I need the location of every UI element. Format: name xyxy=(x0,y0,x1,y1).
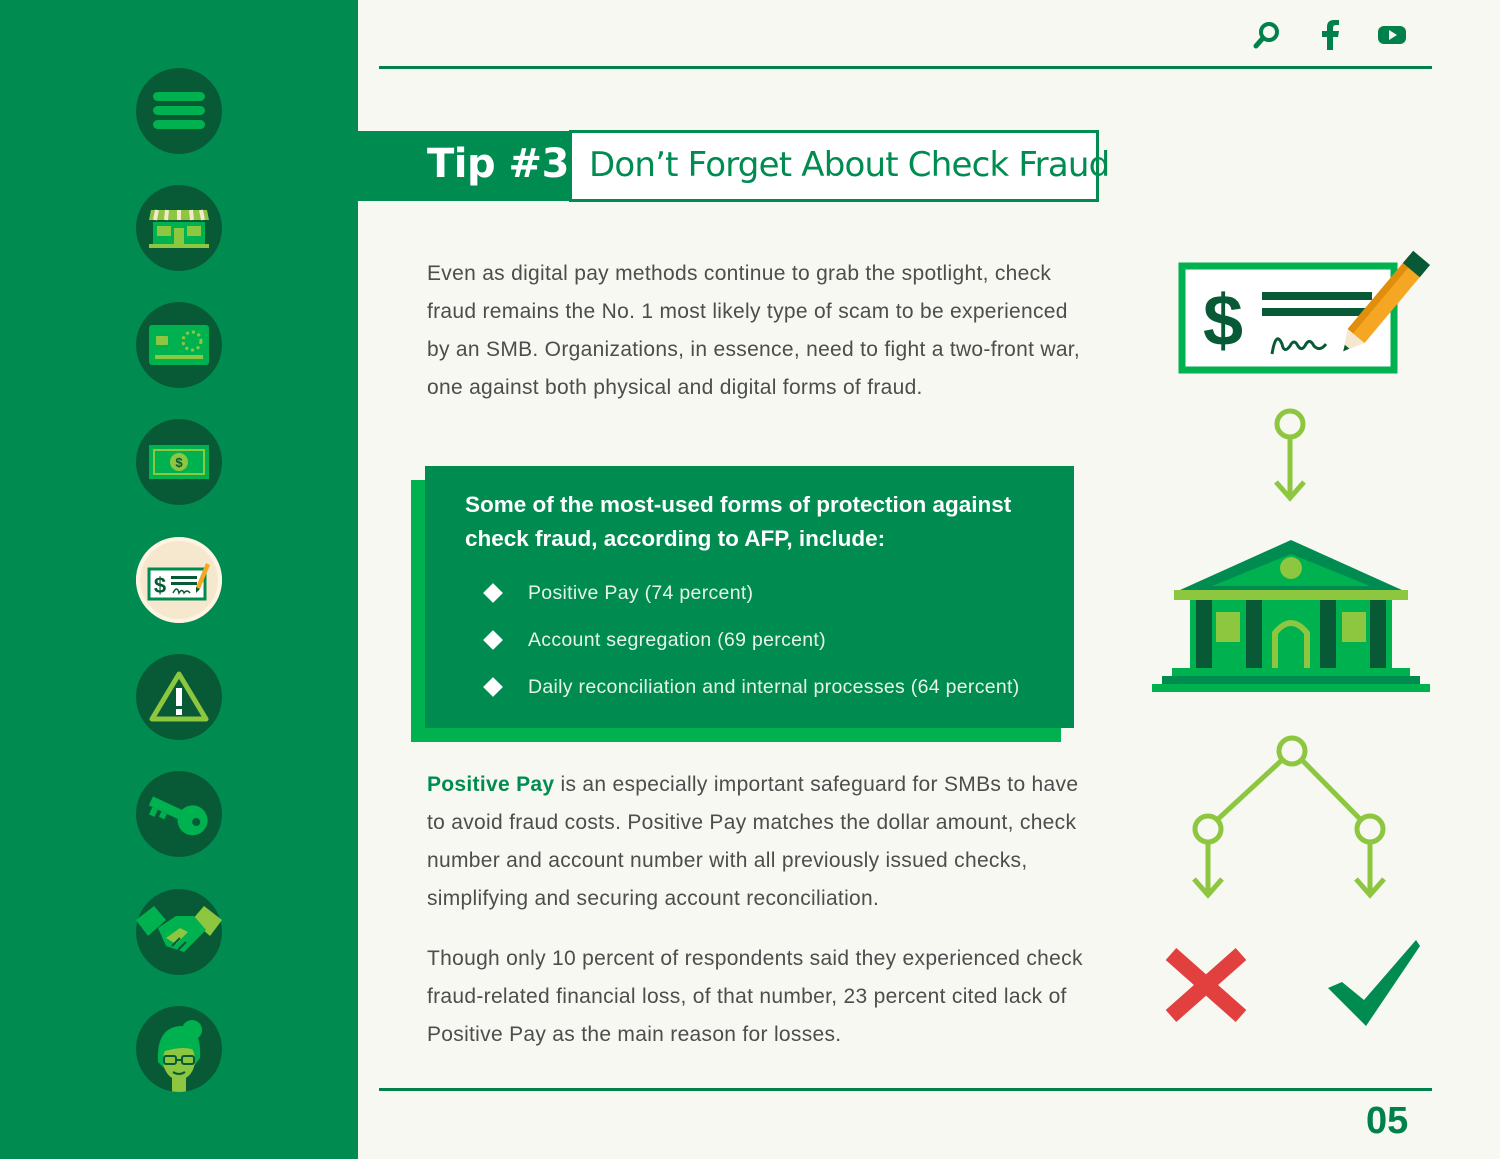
diamond-bullet-icon xyxy=(483,630,503,650)
red-x-icon xyxy=(1165,948,1247,1022)
check-icon xyxy=(146,557,212,603)
sidebar-item-handshake[interactable] xyxy=(136,889,222,975)
sidebar-item-warning[interactable] xyxy=(136,654,222,740)
search-button[interactable] xyxy=(1250,18,1284,52)
tip-label: Tip #3 xyxy=(427,141,569,187)
sidebar-item-storefront[interactable] xyxy=(136,185,222,271)
page-number: 05 xyxy=(1366,1100,1409,1142)
diamond-bullet-icon xyxy=(483,583,503,603)
svg-text:$: $ xyxy=(175,455,183,470)
callout-heading: Some of the most-used forms of protection against check fraud, according to AFP, include: xyxy=(465,492,1012,551)
intro-paragraph: Even as digital pay methods continue to grab the spotlight, check fraud remains the No. 1 most likely type of scam to be experienced by an SMB. Organizations, in essence, need to fight a two-front war, one against both physical and digital forms of fraud. xyxy=(427,262,1081,399)
youtube-link[interactable] xyxy=(1375,18,1409,52)
sidebar-item-check[interactable] xyxy=(136,537,222,623)
list-item-text: Account segregation (69 percent) xyxy=(528,628,826,651)
list-item xyxy=(482,578,753,608)
positive-pay-text: is an especially important safeguard for SMBs to have to avoid fraud costs. Positive Pay matches the dollar amount, check number and account number with all previously issued checks, simplifying and securing account reconciliation. xyxy=(427,773,1079,910)
person-avatar-icon xyxy=(136,1006,222,1092)
menu-icon xyxy=(149,86,209,136)
checkmark-icon xyxy=(1326,938,1422,1028)
sidebar-item-dollar-bill[interactable] xyxy=(136,419,222,505)
list-item xyxy=(482,672,1020,702)
warning-icon xyxy=(149,671,209,723)
diamond-bullet-icon xyxy=(483,677,503,697)
sidebar-item-credit-card[interactable] xyxy=(136,302,222,388)
branching-arrows-icon xyxy=(1180,733,1392,905)
positive-pay-term: Positive Pay xyxy=(427,773,555,796)
footer-divider xyxy=(379,1088,1432,1091)
search-icon xyxy=(1253,21,1281,49)
svg-text:$: $ xyxy=(153,573,167,598)
bank-icon xyxy=(1150,536,1432,694)
sidebar-item-key[interactable] xyxy=(136,771,222,857)
credit-card-icon xyxy=(148,324,210,366)
header-divider xyxy=(379,66,1432,69)
page-title: Don’t Forget About Check Fraud xyxy=(589,145,1110,185)
sidebar xyxy=(0,0,358,1159)
positive-pay-paragraph xyxy=(427,766,1087,918)
handshake-icon xyxy=(136,902,222,962)
dollar-bill-icon xyxy=(148,444,210,480)
sidebar-item-menu[interactable] xyxy=(136,68,222,154)
check-illustration-icon xyxy=(1176,250,1438,376)
arrow-down-icon xyxy=(1270,406,1310,504)
svg-text:$: $ xyxy=(1202,281,1244,361)
storefront-icon xyxy=(147,206,211,250)
key-icon xyxy=(144,789,214,839)
list-item-text: Positive Pay (74 percent) xyxy=(528,581,754,604)
sidebar-item-profile[interactable] xyxy=(136,1006,222,1092)
list-item-text: Daily reconciliation and internal processes (64 percent) xyxy=(528,675,1020,698)
list-item xyxy=(482,625,826,655)
closing-paragraph: Though only 10 percent of respondents said they experienced check fraud-related financial loss, of that number, 23 percent cited lack of Positive Pay as the main reason for losses. xyxy=(427,947,1083,1046)
youtube-icon xyxy=(1377,24,1407,46)
facebook-link[interactable] xyxy=(1313,18,1347,52)
facebook-icon xyxy=(1320,20,1340,50)
